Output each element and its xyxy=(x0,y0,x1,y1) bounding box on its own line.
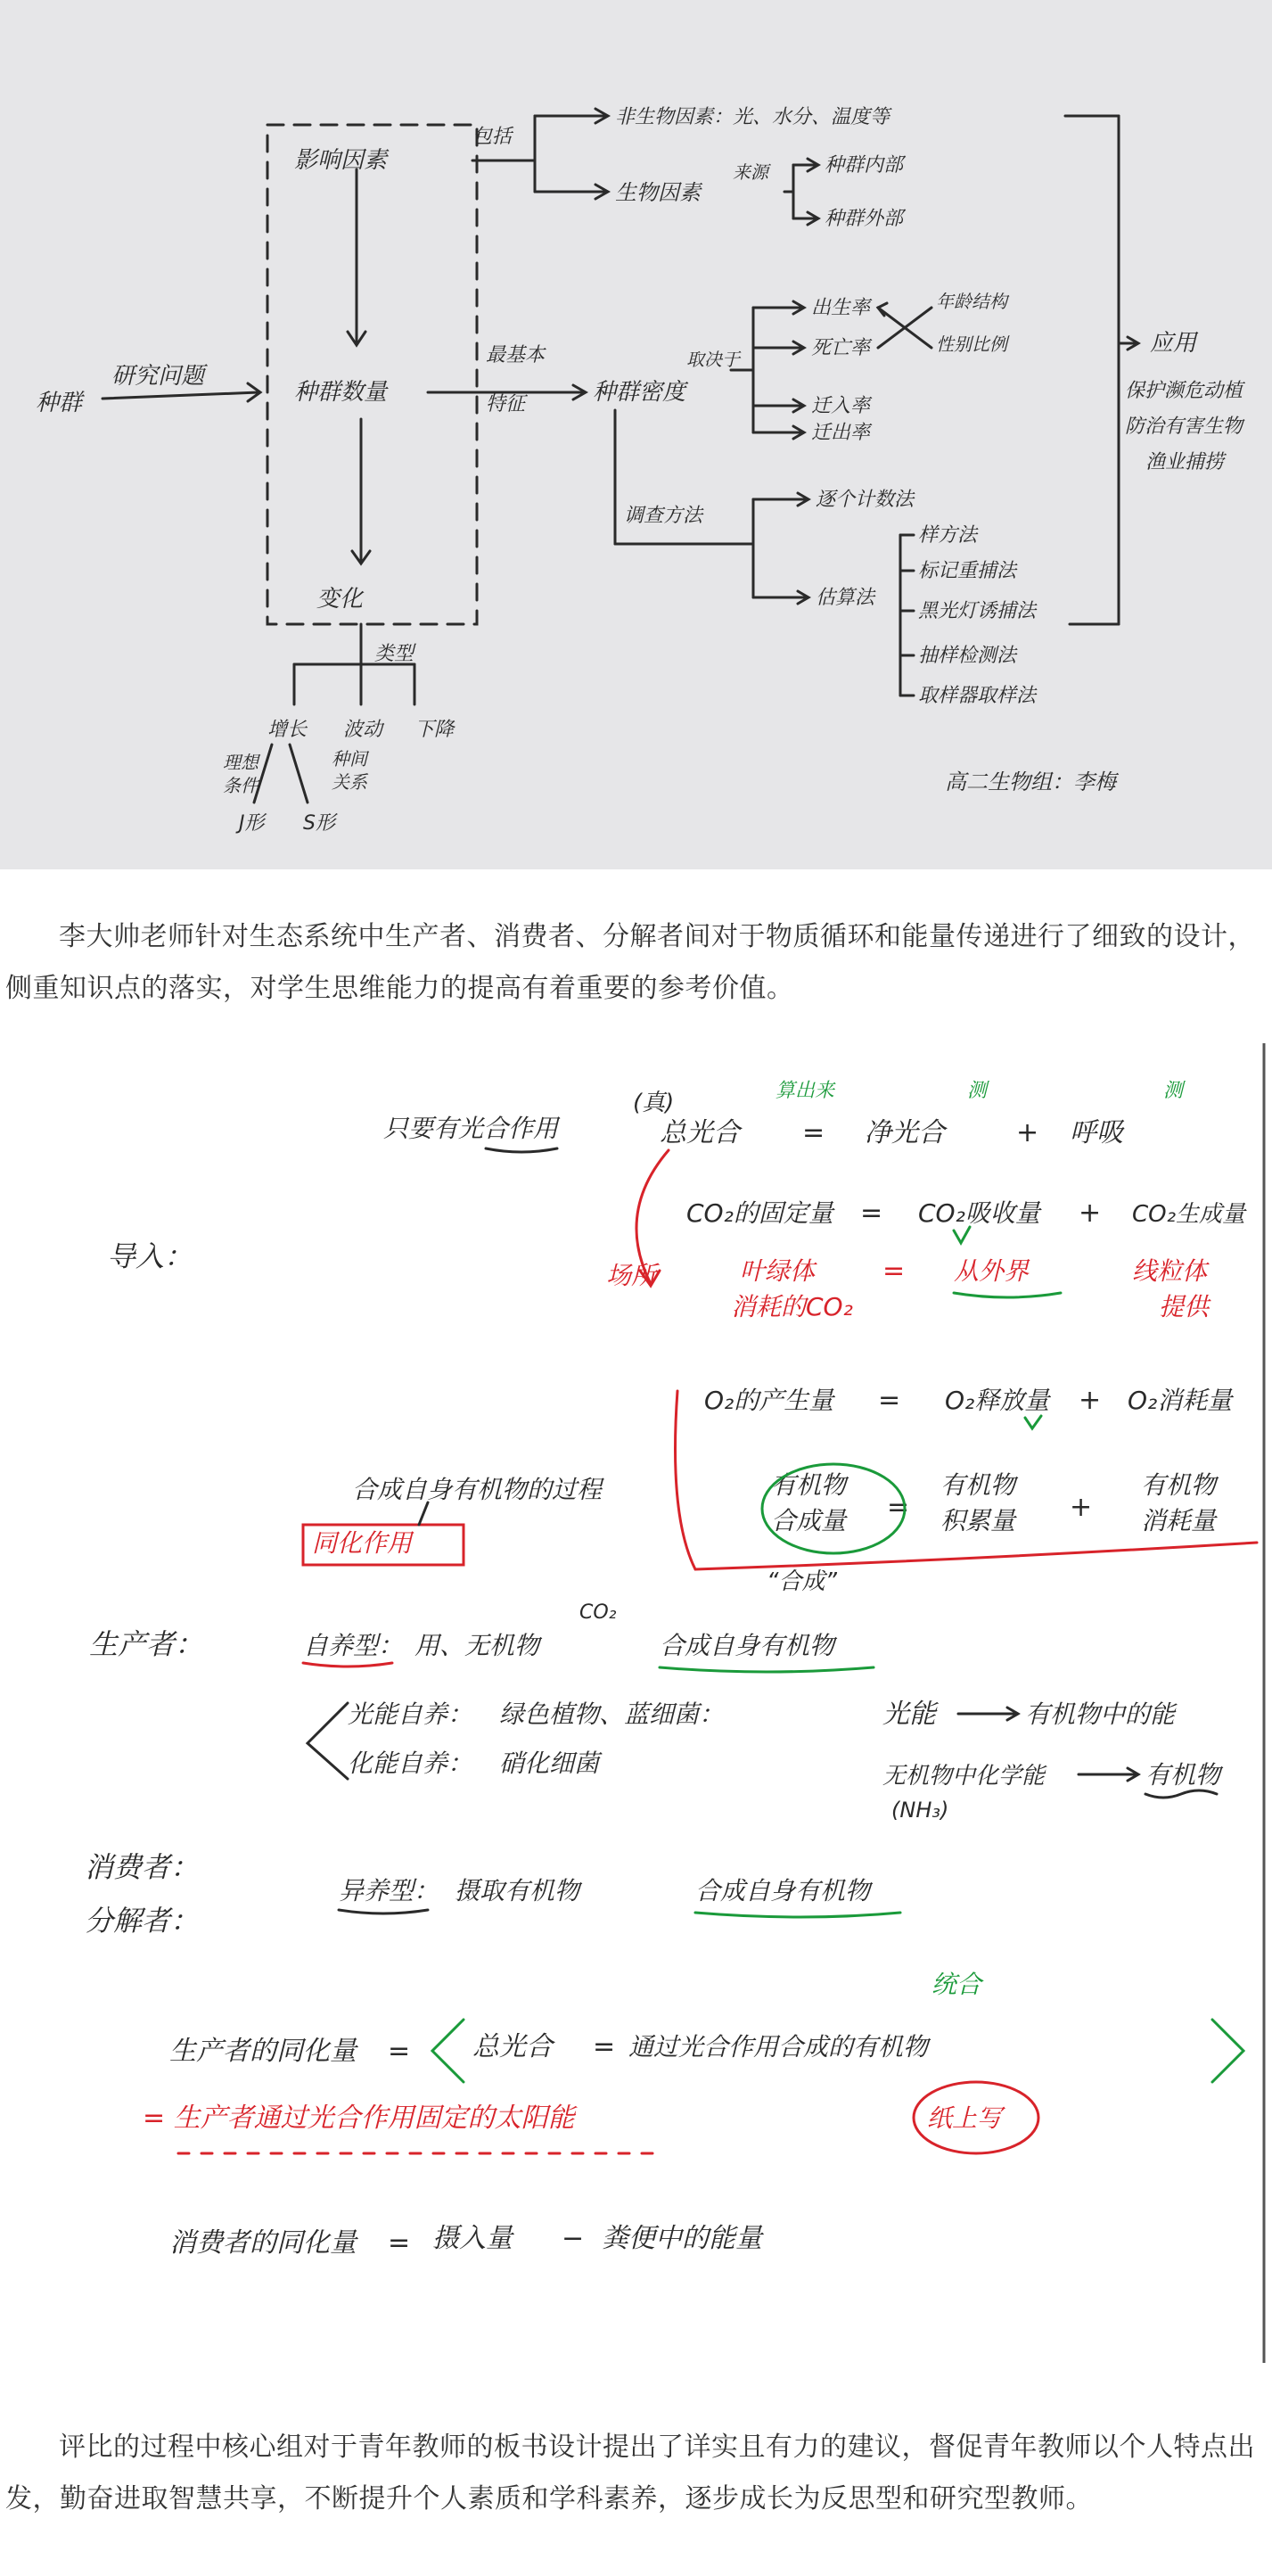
synth-self-2: 合成自身有机物 xyxy=(695,1876,871,1905)
inorganic-energy: 无机物中化学能 xyxy=(882,1763,1046,1790)
light-energy: 光能 xyxy=(882,1699,936,1730)
intake-organic: 摄取有机物 xyxy=(455,1876,580,1905)
eq3-o2-released: O₂释放量 xyxy=(945,1386,1050,1415)
photoautotroph-label: 光能自养： xyxy=(348,1700,473,1729)
org-acc-1: 有机物 xyxy=(940,1470,1016,1500)
synth-word: “合成” xyxy=(767,1568,837,1595)
to-organic-energy: 有机物中的能 xyxy=(1025,1700,1176,1729)
change-node: 变化 xyxy=(316,586,364,613)
organic-made: 通过光合作用合成的有机物 xyxy=(628,2032,929,2062)
concept-map-photo xyxy=(0,0,1272,869)
consume-co2-label: 消耗的CO₂ xyxy=(731,1292,853,1321)
from-outside-label: 从外界 xyxy=(954,1256,1030,1286)
co2-note: CO₂ xyxy=(579,1601,617,1624)
s-curve-node: S形 xyxy=(303,812,335,835)
board-notes-photo xyxy=(36,1043,1272,2381)
real-mark: (真) xyxy=(633,1090,675,1116)
biotic-node: 生物因素 xyxy=(615,180,701,205)
provide-label: 提供 xyxy=(1159,1292,1210,1321)
minus-sign: − xyxy=(562,2223,585,2254)
to-organic: 有机物 xyxy=(1145,1760,1221,1790)
external-node: 种群外部 xyxy=(825,208,904,230)
eq6-sign: = xyxy=(593,2031,616,2062)
eq3-plus: + xyxy=(1079,1385,1102,1416)
count-method-node: 逐个计数法 xyxy=(816,489,915,511)
eq3-o2-consumed: O₂消耗量 xyxy=(1128,1386,1233,1415)
birth-rate-node: 出生率 xyxy=(811,297,871,319)
application-3: 渔业捕捞 xyxy=(1145,451,1225,473)
age-structure-node: 年龄结构 xyxy=(936,291,1007,312)
basic-feature-label-1: 最基本 xyxy=(486,344,546,366)
concept-map-drawing xyxy=(0,0,1272,869)
method-light-trap: 黑光灯诱捕法 xyxy=(918,600,1037,622)
death-rate-node: 死亡率 xyxy=(811,337,871,359)
includes-label: 包括 xyxy=(472,126,513,148)
root-arrow-label: 研究问题 xyxy=(111,363,205,390)
title-a: 只要有光合作用 xyxy=(383,1114,559,1143)
method-mark-recapture: 标记重捕法 xyxy=(918,560,1017,582)
paragraph-2: 评比的过程中核心组对于青年教师的板书设计提出了详实且有力的建议，督促青年教师以个人特点出发，勤奋进取智慧共享，不断提升个人素质和学科素养，逐步成长为反思型和研究型教师。 xyxy=(5,2432,1255,2514)
producer-assimilation: 生产者的同化量 xyxy=(169,2036,357,2067)
eq7-sign: = xyxy=(388,2227,411,2259)
decline-node: 下降 xyxy=(414,719,455,741)
synth-self: 合成自身有机物 xyxy=(660,1631,835,1660)
abiotic-node: 非生物因素：光、水分、温度等 xyxy=(615,106,890,128)
calc-note: 算出来 xyxy=(776,1080,835,1102)
eq4-plus: + xyxy=(1070,1492,1093,1523)
eq2-plus: + xyxy=(1079,1197,1102,1229)
eq1-resp: 呼吸 xyxy=(1070,1117,1123,1148)
types-label: 类型 xyxy=(374,643,414,665)
survey-node: 调查方法 xyxy=(624,505,703,527)
method-quadrat: 样方法 xyxy=(918,524,978,547)
measured-note-2: 测 xyxy=(1163,1080,1184,1102)
signature: 高二生物组：李梅 xyxy=(945,770,1116,794)
heterotroph-label: 异养型： xyxy=(339,1876,439,1905)
org-synth-2: 合成量 xyxy=(771,1506,847,1535)
chemoautotroph-label: 化能自养： xyxy=(348,1749,473,1778)
estimate-method-node: 估算法 xyxy=(816,587,875,609)
ideal-label-2: 条件 xyxy=(223,775,259,796)
paper-note: 纸上写 xyxy=(927,2103,1003,2133)
eq-fixed-solar: = 生产者通过光合作用固定的太阳能 xyxy=(143,2103,575,2134)
eq1-gross: 总光合 xyxy=(660,1117,740,1148)
eq1-sign: = xyxy=(802,1117,825,1148)
eq4-sign: = xyxy=(887,1492,910,1523)
fluctuation-node: 波动 xyxy=(343,719,383,741)
application-1: 保护濒危动植 xyxy=(1125,380,1243,402)
eq2-sign: = xyxy=(860,1197,883,1229)
chloroplast-label: 叶绿体 xyxy=(740,1256,816,1286)
method-sampling: 抽样检测法 xyxy=(918,645,1017,667)
ideal-label-1: 理想 xyxy=(223,752,259,773)
consumer-assimilation: 消费者的同化量 xyxy=(169,2227,357,2259)
site-label: 场所 xyxy=(606,1261,657,1290)
eq2-absorbed: CO₂吸收量 xyxy=(918,1198,1040,1228)
dashed-box xyxy=(267,125,477,624)
autotroph-label: 自养型： xyxy=(303,1631,404,1660)
density-node: 种群密度 xyxy=(593,379,686,406)
assimilation-label: 同化作用 xyxy=(312,1528,413,1558)
eq3-o2-produced: O₂的产生量 xyxy=(704,1386,834,1415)
source-label: 来源 xyxy=(733,161,768,183)
root-node: 种群 xyxy=(36,390,83,416)
org-cons-1: 有机物 xyxy=(1141,1470,1217,1500)
board-notes-drawing xyxy=(36,1043,1272,2381)
lead-in-label: 导入： xyxy=(107,1239,193,1273)
integrate-note: 统合 xyxy=(931,1970,982,1999)
application-2: 防治有害生物 xyxy=(1125,416,1243,438)
producer-label: 生产者： xyxy=(89,1627,204,1661)
sex-ratio-node: 性别比例 xyxy=(936,333,1007,355)
species-label-2: 关系 xyxy=(332,771,367,793)
use-inorganic: 用、无机物 xyxy=(414,1631,540,1660)
growth-node: 增长 xyxy=(267,719,308,741)
mitochondria-label: 线粒体 xyxy=(1132,1256,1208,1286)
org-cons-2: 消耗量 xyxy=(1141,1506,1217,1535)
basic-feature-label-2: 特征 xyxy=(486,393,526,416)
green-plants: 绿色植物、蓝细菌： xyxy=(499,1700,725,1729)
synth-note: 合成自身有机物的过程 xyxy=(352,1475,603,1504)
nitrifying-bacteria: 硝化细菌 xyxy=(499,1749,600,1778)
paragraph-1: 李大帅老师针对生态系统中生产者、消费者、分解者间对于物质循环和能量传递进行了细致的设计，侧重知识点的落实，对学生思维能力的提高有着重要的参考价值。 xyxy=(5,921,1255,1004)
eq3-red-sign: = xyxy=(882,1255,906,1287)
determined-label: 取决于 xyxy=(686,349,740,370)
ingest-amount: 摄入量 xyxy=(432,2223,513,2254)
method-sampler: 取样器取样法 xyxy=(918,685,1037,707)
root-arrow xyxy=(103,392,259,399)
j-curve-node: J形 xyxy=(239,812,265,835)
eq2-fixed: CO₂的固定量 xyxy=(686,1198,833,1228)
nh3-note: (NH₃) xyxy=(891,1798,949,1823)
influence-node: 影响因素 xyxy=(294,147,388,174)
quantity-node: 种群数量 xyxy=(294,379,388,406)
internal-node: 种群内部 xyxy=(825,154,904,177)
eq2-produced: CO₂生成量 xyxy=(1132,1201,1246,1228)
emigration-node: 迁出率 xyxy=(811,422,871,444)
feces-energy: 粪便中的能量 xyxy=(602,2223,762,2254)
eq1-plus: + xyxy=(1016,1117,1039,1148)
gross-photo: 总光合 xyxy=(472,2031,553,2062)
species-label-1: 种间 xyxy=(332,748,367,770)
org-synth-1: 有机物 xyxy=(771,1470,847,1500)
immigration-node: 迁入率 xyxy=(811,395,871,417)
application-node: 应用 xyxy=(1150,330,1197,357)
eq3-sign: = xyxy=(878,1385,901,1416)
eq1-net: 净光合 xyxy=(865,1117,945,1148)
org-acc-2: 积累量 xyxy=(940,1506,1016,1535)
decomposer-label: 分解者： xyxy=(85,1904,200,1938)
measured-note-1: 测 xyxy=(967,1080,988,1102)
eq5-sign: = xyxy=(388,2036,411,2067)
consumer-label: 消费者： xyxy=(85,1850,200,1884)
